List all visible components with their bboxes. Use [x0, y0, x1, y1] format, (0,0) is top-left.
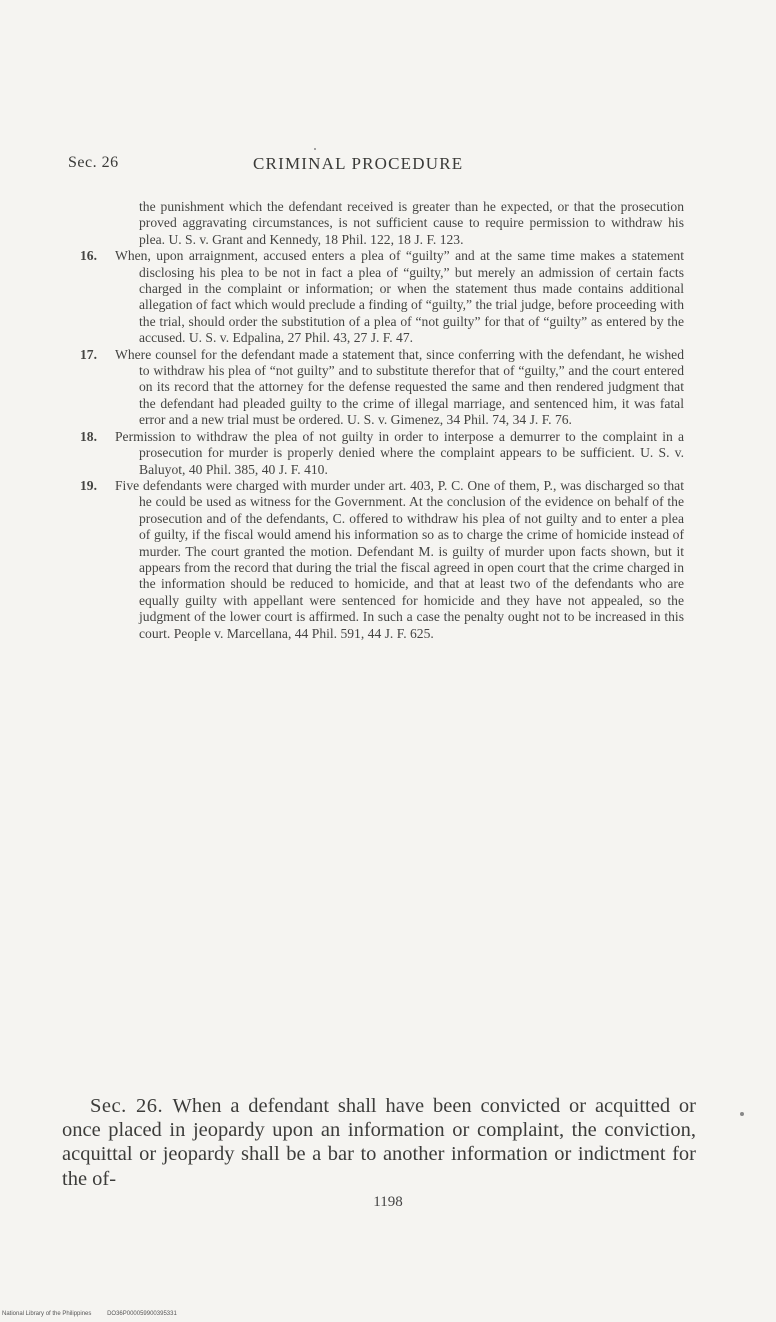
- note-number: 18.: [80, 428, 97, 444]
- note-text: Five defendants were charged with murder under art. 403, P. C. One of them, P., was discharged so that he could be used as witness for the Government. At the conclusion of the evidence on behalf of the prosecution and of the defendants, C. offered to withdraw his plea of not guilty and to enter a plea of guilty, if the fiscal would amend his information so as to charge the crime of homicide instead of murder. The court granted the motion. Defendant M. is guilty of murder upon facts shown, but it appears from the record that during the trial the fiscal agreed in open court that the crime charged in the information should be reduced to homicide, and that at least two of the defendants who are equally guilty with appellant were sentenced for homicide and they have not appealed, so the judgment of the lower court is affirmed. In such a case the penalty ought not to be increased in this court. People v. Marcellana, 44 Phil. 591, 44 J. F. 625.: [115, 477, 684, 641]
- note-text: the punishment which the defendant received is greater than he expected, or that the prosecution proved aggravating circumstances, is not sufficient cause to require permission to withdraw his plea. U. S. v. Grant and Kennedy, 18 Phil. 122, 18 J. F. 123.: [139, 199, 684, 247]
- scan-speck: [314, 148, 316, 150]
- footer-library: National Library of the Philippines: [2, 1311, 92, 1317]
- annotation-notes: [80, 199, 684, 642]
- section-body: When a defendant shall have been convicted or acquitted or once placed in jeopardy upon an information or complaint, the conviction, acquittal or jeopardy shall be a bar to another information or indictment for the of-: [62, 1095, 697, 1190]
- scan-footer: [2, 1311, 177, 1317]
- header-section: Sec. 26: [68, 154, 119, 171]
- note-number: 16.: [80, 248, 97, 264]
- note-text: Permission to withdraw the plea of not guilty in order to interpose a demurrer to the complaint in a prosecution for murder is properly denied where the complaint appears to be sufficient. U. S. v. Baluyot, 40 Phil. 385, 40 J. F. 410.: [115, 428, 684, 477]
- scan-speck: [740, 1112, 744, 1116]
- note-number: 19.: [80, 477, 97, 493]
- header-title: CRIMINAL PROCEDURE: [253, 154, 464, 173]
- footer-code: DO36P000059900395331: [107, 1311, 177, 1317]
- note-18: [80, 429, 684, 478]
- note-number: 17.: [80, 346, 97, 362]
- section-26-text: [62, 1094, 696, 1191]
- note-text: When, upon arraignment, accused enters a plea of “guilty” and at the same time makes a statement disclosing his plea to be not in fact a plea of “guilty,” but merely an admission of certain facts charged in the complaint or information; or when the statement thus made contains additional allegation of fact which would preclude a finding of “guilty,” the trial judge, before proceeding with the trial, should order the substitution of a plea of “not guilty” for that of “guilty” as entered by the accused. U. S. v. Edpalina, 27 Phil. 43, 27 J. F. 47.: [115, 248, 684, 346]
- section-label: Sec. 26.: [90, 1095, 173, 1117]
- note-19: [80, 478, 684, 642]
- note-continuation: [80, 199, 684, 248]
- page-number: 1198: [373, 1194, 403, 1210]
- note-text: Where counsel for the defendant made a statement that, since conferring with the defendant, he wished to withdraw his plea of “not guilty” and to substitute therefor that of “guilty,” and the court entered on its record that the attorney for the defense requested the same and then rendered judgment that the defendant had pleaded guilty to the crime of illegal marriage, and sentenced him, it was fatal error and a new trial must be ordered. U. S. v. Gimenez, 34 Phil. 74, 34 J. F. 76.: [115, 346, 684, 428]
- note-16: [80, 248, 684, 346]
- note-17: [80, 347, 684, 429]
- running-header: [68, 154, 708, 174]
